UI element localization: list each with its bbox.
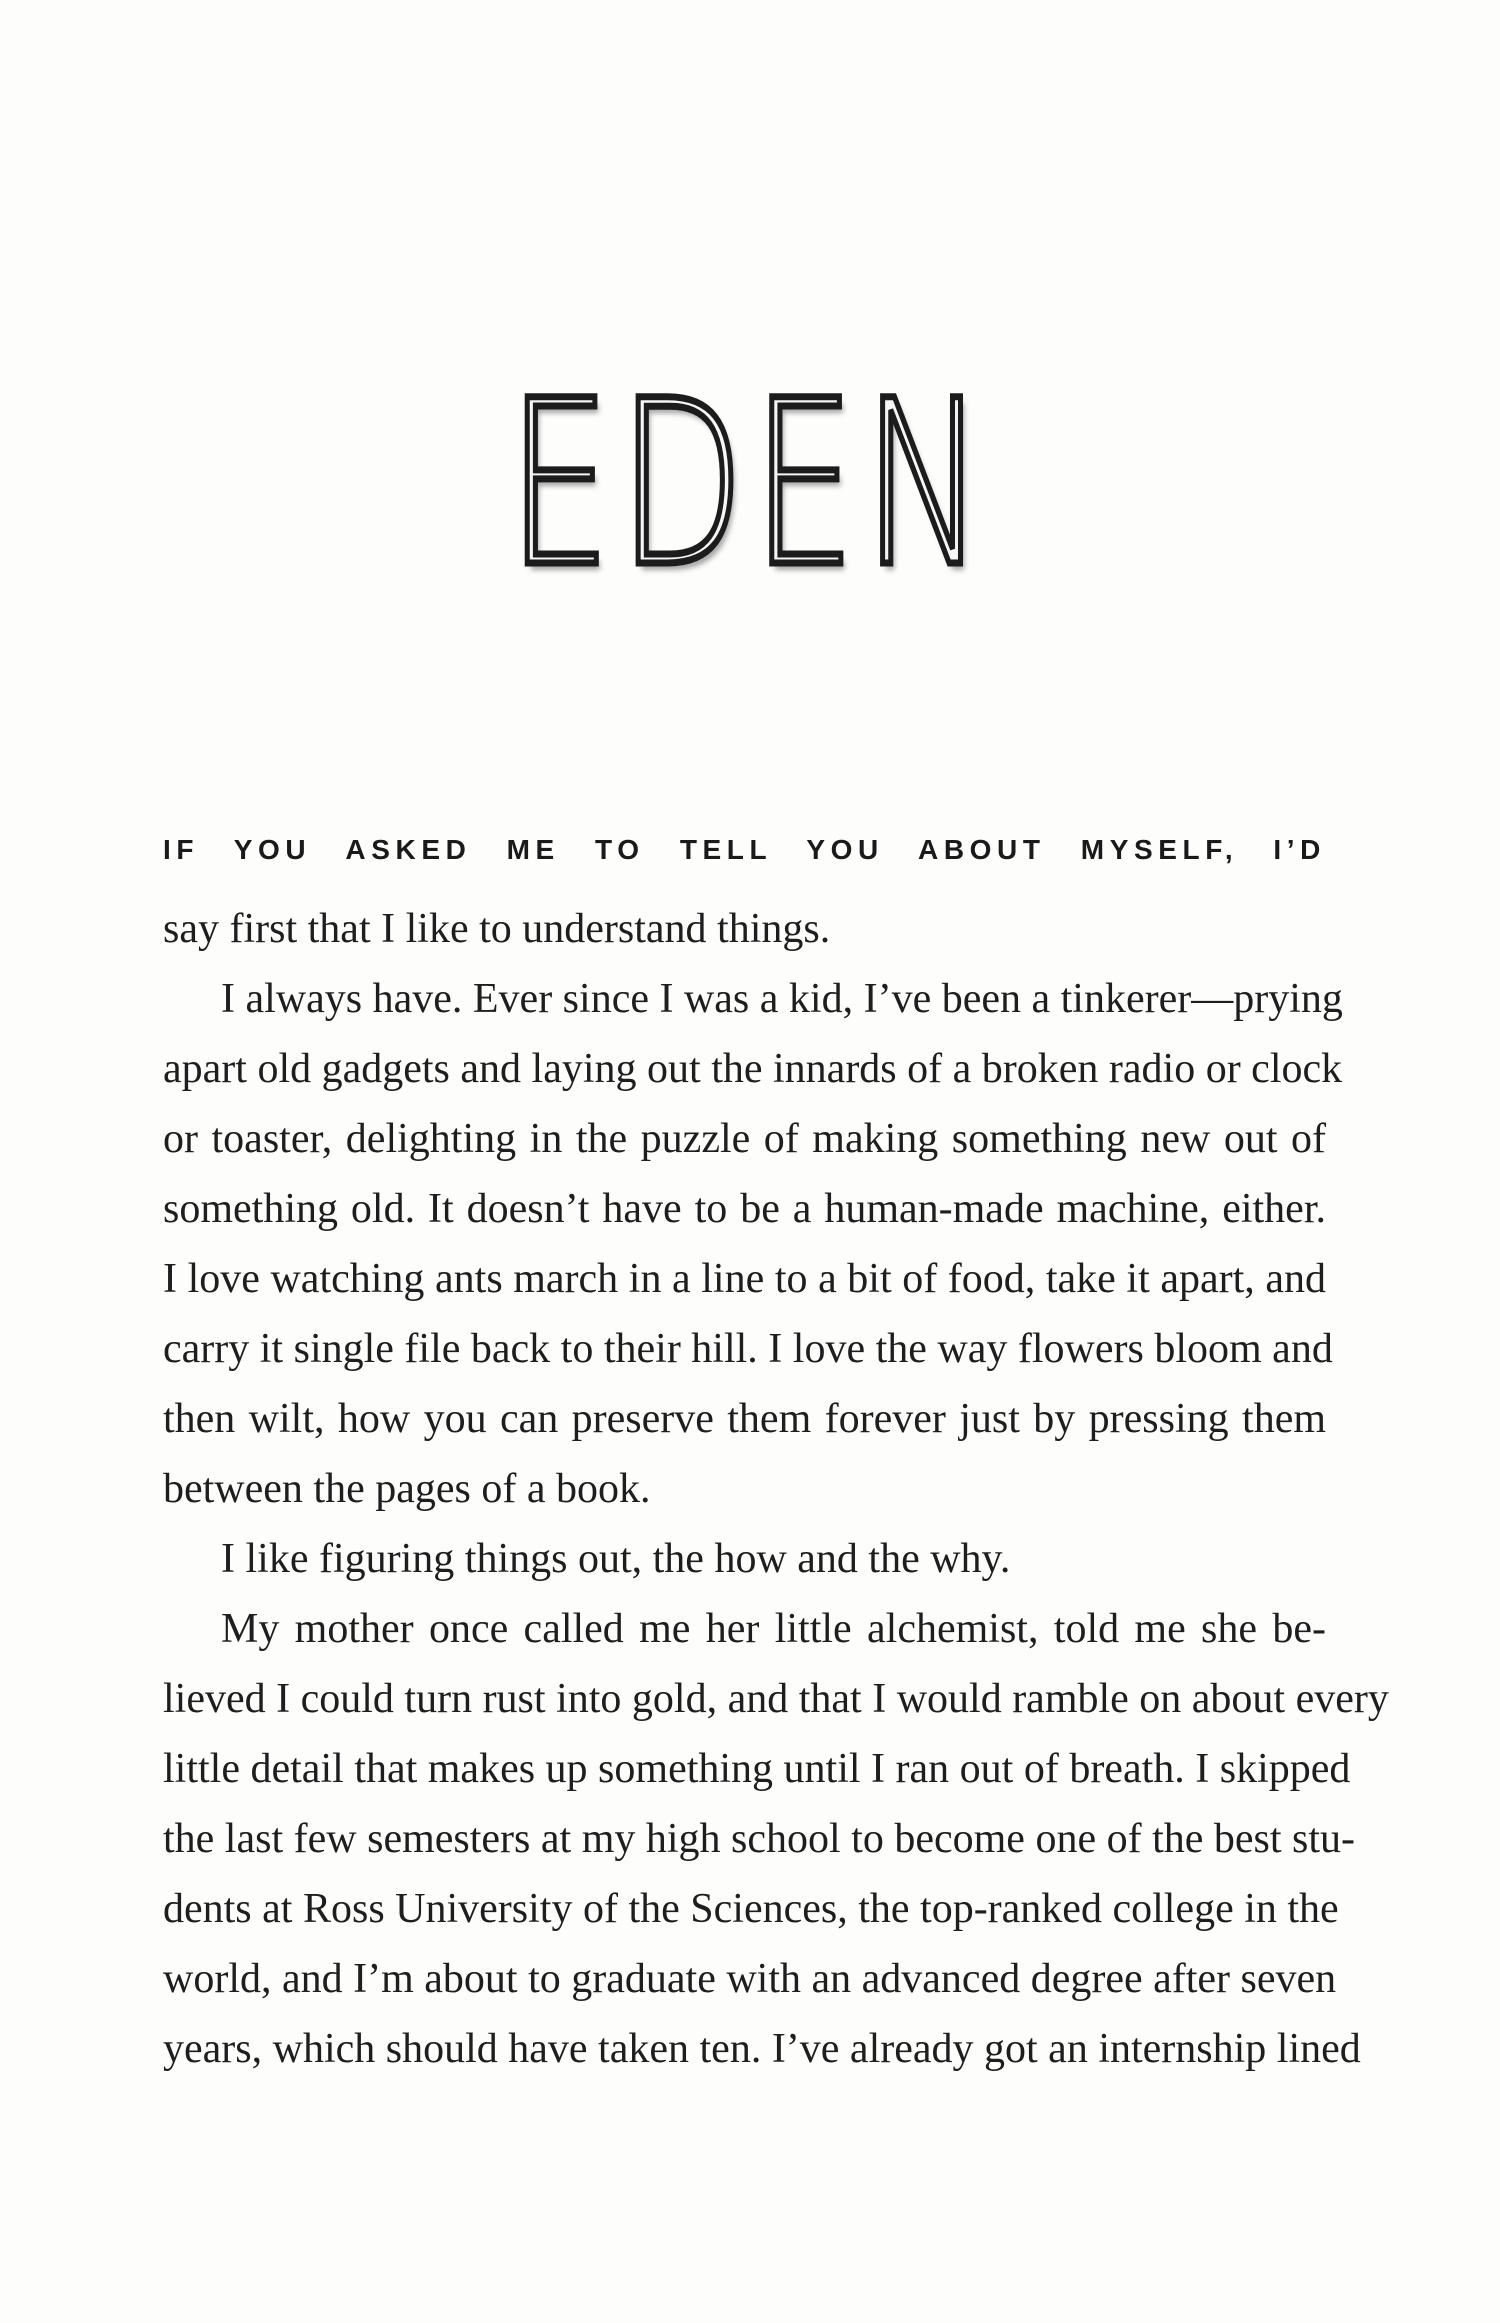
- text-line: between the pages of a book.: [163, 1466, 651, 1512]
- text-line: lieved I could turn rust into gold, and that I would ramble on about every: [163, 1676, 1389, 1722]
- text-line: carry it single file back to their hill. I love the way flowers bloom and: [163, 1326, 1333, 1372]
- paragraph-first-line: My mother once called me her little alchemist, told me she be-: [221, 1606, 1326, 1652]
- text-line: I love watching ants march in a line to a bit of food, take it apart, and: [163, 1256, 1326, 1302]
- text-line: world, and I’m about to graduate with an advanced degree after seven: [163, 1956, 1337, 2002]
- text-line: then wilt, how you can preserve them forever just by pressing them: [163, 1396, 1326, 1442]
- text-line: little detail that makes up something until I ran out of breath. I skipped: [163, 1746, 1351, 1792]
- text-line: or toaster, delighting in the puzzle of making something new out of: [163, 1116, 1326, 1162]
- text-line: apart old gadgets and laying out the innards of a broken radio or clock: [163, 1046, 1343, 1092]
- chapter-body: [163, 824, 1389, 2084]
- text-line: say first that I like to understand things.: [163, 906, 831, 952]
- text-line: the last few semesters at my high school to become one of the best stu-: [163, 1816, 1356, 1862]
- text-line: years, which should have taken ten. I’ve already got an internship lined: [163, 2026, 1361, 2072]
- text-line: dents at Ross University of the Sciences, the top-ranked college in the: [163, 1886, 1339, 1932]
- opening-line-small-caps: IF YOU ASKED ME TO TELL YOU ABOUT MYSELF, I’D: [163, 834, 1326, 865]
- chapter-title: EDEN: [507, 351, 993, 617]
- text-line: something old. It doesn’t have to be a human-made machine, either.: [163, 1186, 1326, 1232]
- paragraph-first-line: I always have. Ever since I was a kid, I’ve been a tinkerer—prying: [221, 976, 1343, 1022]
- paragraph-first-line: I like figuring things out, the how and the why.: [221, 1536, 1011, 1582]
